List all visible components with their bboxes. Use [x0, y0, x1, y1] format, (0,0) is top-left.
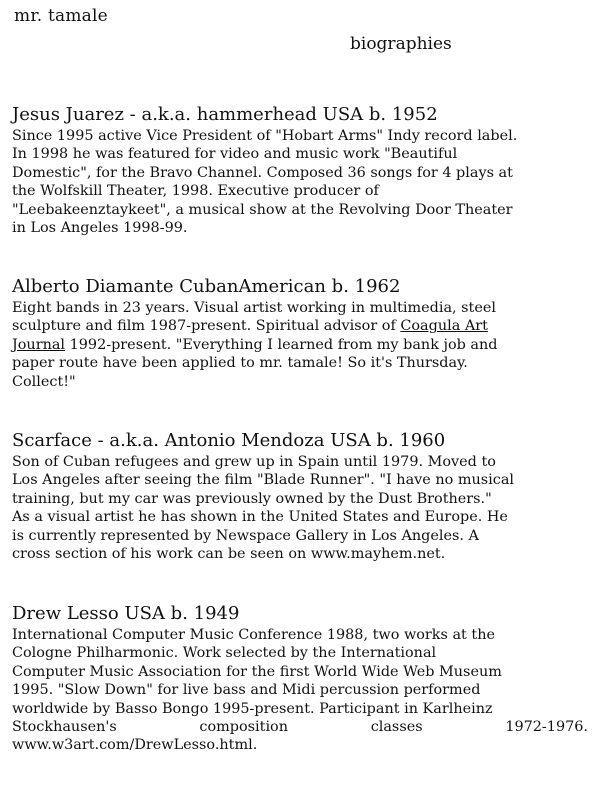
coagula-art-journal-link[interactable]: Coagula Art [400, 318, 488, 335]
bio-body [12, 626, 588, 755]
bio-line: worldwide by Basso Bongo 1995-present. Participant in Karlheinz [12, 700, 493, 717]
bio-body [12, 453, 588, 563]
bio-line: International Computer Music Conference 1988, two works at the [12, 627, 495, 643]
bio-line-text: sculpture and film 1987-present. Spiritual advisor of [12, 318, 401, 335]
bio-line: Domestic", for the Bravo Channel. Composed 36 songs for 4 plays at [12, 164, 513, 181]
site-title: mr. tamale [14, 6, 108, 26]
bio-line: 1995. "Slow Down" for live bass and Midi percussion performed [12, 682, 481, 699]
bio-word: composition [199, 719, 288, 736]
bio-drew-lesso [12, 603, 588, 755]
section-title: biographies [350, 34, 452, 54]
bio-line: Computer Music Association for the first World Wide Web Museum [12, 663, 502, 680]
bio-line: the Wolfskill Theater, 1998. Executive producer of [12, 183, 379, 200]
bio-line [12, 317, 588, 335]
drew-lesso-url: www.w3art.com/DrewLesso.html. [12, 737, 258, 754]
bio-line: "Leebakeenztaykeet", a musical show at the Revolving Door Theater [12, 201, 513, 218]
bio-word: Stockhausen's [12, 719, 117, 736]
bio-line: Eight bands in 23 years. Visual artist working in multimedia, steel [12, 300, 496, 316]
bio-line: Since 1995 active Vice President of "Hobart Arms" Indy record label. [12, 128, 518, 144]
bio-line: In 1998 he was featured for video and music work "Beautiful [12, 146, 458, 163]
bio-line: training, but my car was previously owned by the Dust Brothers." [12, 490, 492, 507]
bio-heading: Drew Lesso USA b. 1949 [12, 603, 240, 624]
bio-line: in Los Angeles 1998-99. [12, 220, 188, 237]
bio-line-text: 1992-present. "Everything I learned from my bank job and [65, 336, 498, 353]
bio-body [12, 127, 588, 237]
bio-heading: Jesus Juarez - a.k.a. hammerhead USA b. 1952 [12, 104, 438, 125]
coagula-art-journal-link-cont[interactable]: Journal [12, 336, 66, 353]
bio-line [12, 336, 588, 354]
bio-line: is currently represented by Newspace Gallery in Los Angeles. A [12, 527, 479, 544]
bio-line: As a visual artist he has shown in the United States and Europe. He [12, 509, 508, 526]
bio-heading: Alberto Diamante CubanAmerican b. 1962 [12, 276, 401, 297]
bio-line [12, 718, 588, 736]
bio-scarface [12, 430, 588, 563]
bio-word: classes [370, 719, 423, 736]
bio-line: Son of Cuban refugees and grew up in Spain until 1979. Moved to [12, 454, 496, 470]
bio-word: 1972-1976. [505, 719, 588, 736]
bio-alberto-diamante [12, 276, 588, 391]
bio-jesus-juarez [12, 104, 588, 237]
bio-line: Collect!" [12, 373, 76, 390]
bio-heading: Scarface - a.k.a. Antonio Mendoza USA b. 1960 [12, 430, 446, 451]
bio-line: paper route have been applied to mr. tamale! So it's Thursday. [12, 355, 468, 372]
bio-body [12, 299, 588, 391]
bio-line: cross section of his work can be seen on www.mayhem.net. [12, 546, 446, 563]
bio-line: Cologne Philharmonic. Work selected by the International [12, 645, 437, 662]
bio-line: Los Angeles after seeing the film "Blade Runner". "I have no musical [12, 472, 515, 489]
